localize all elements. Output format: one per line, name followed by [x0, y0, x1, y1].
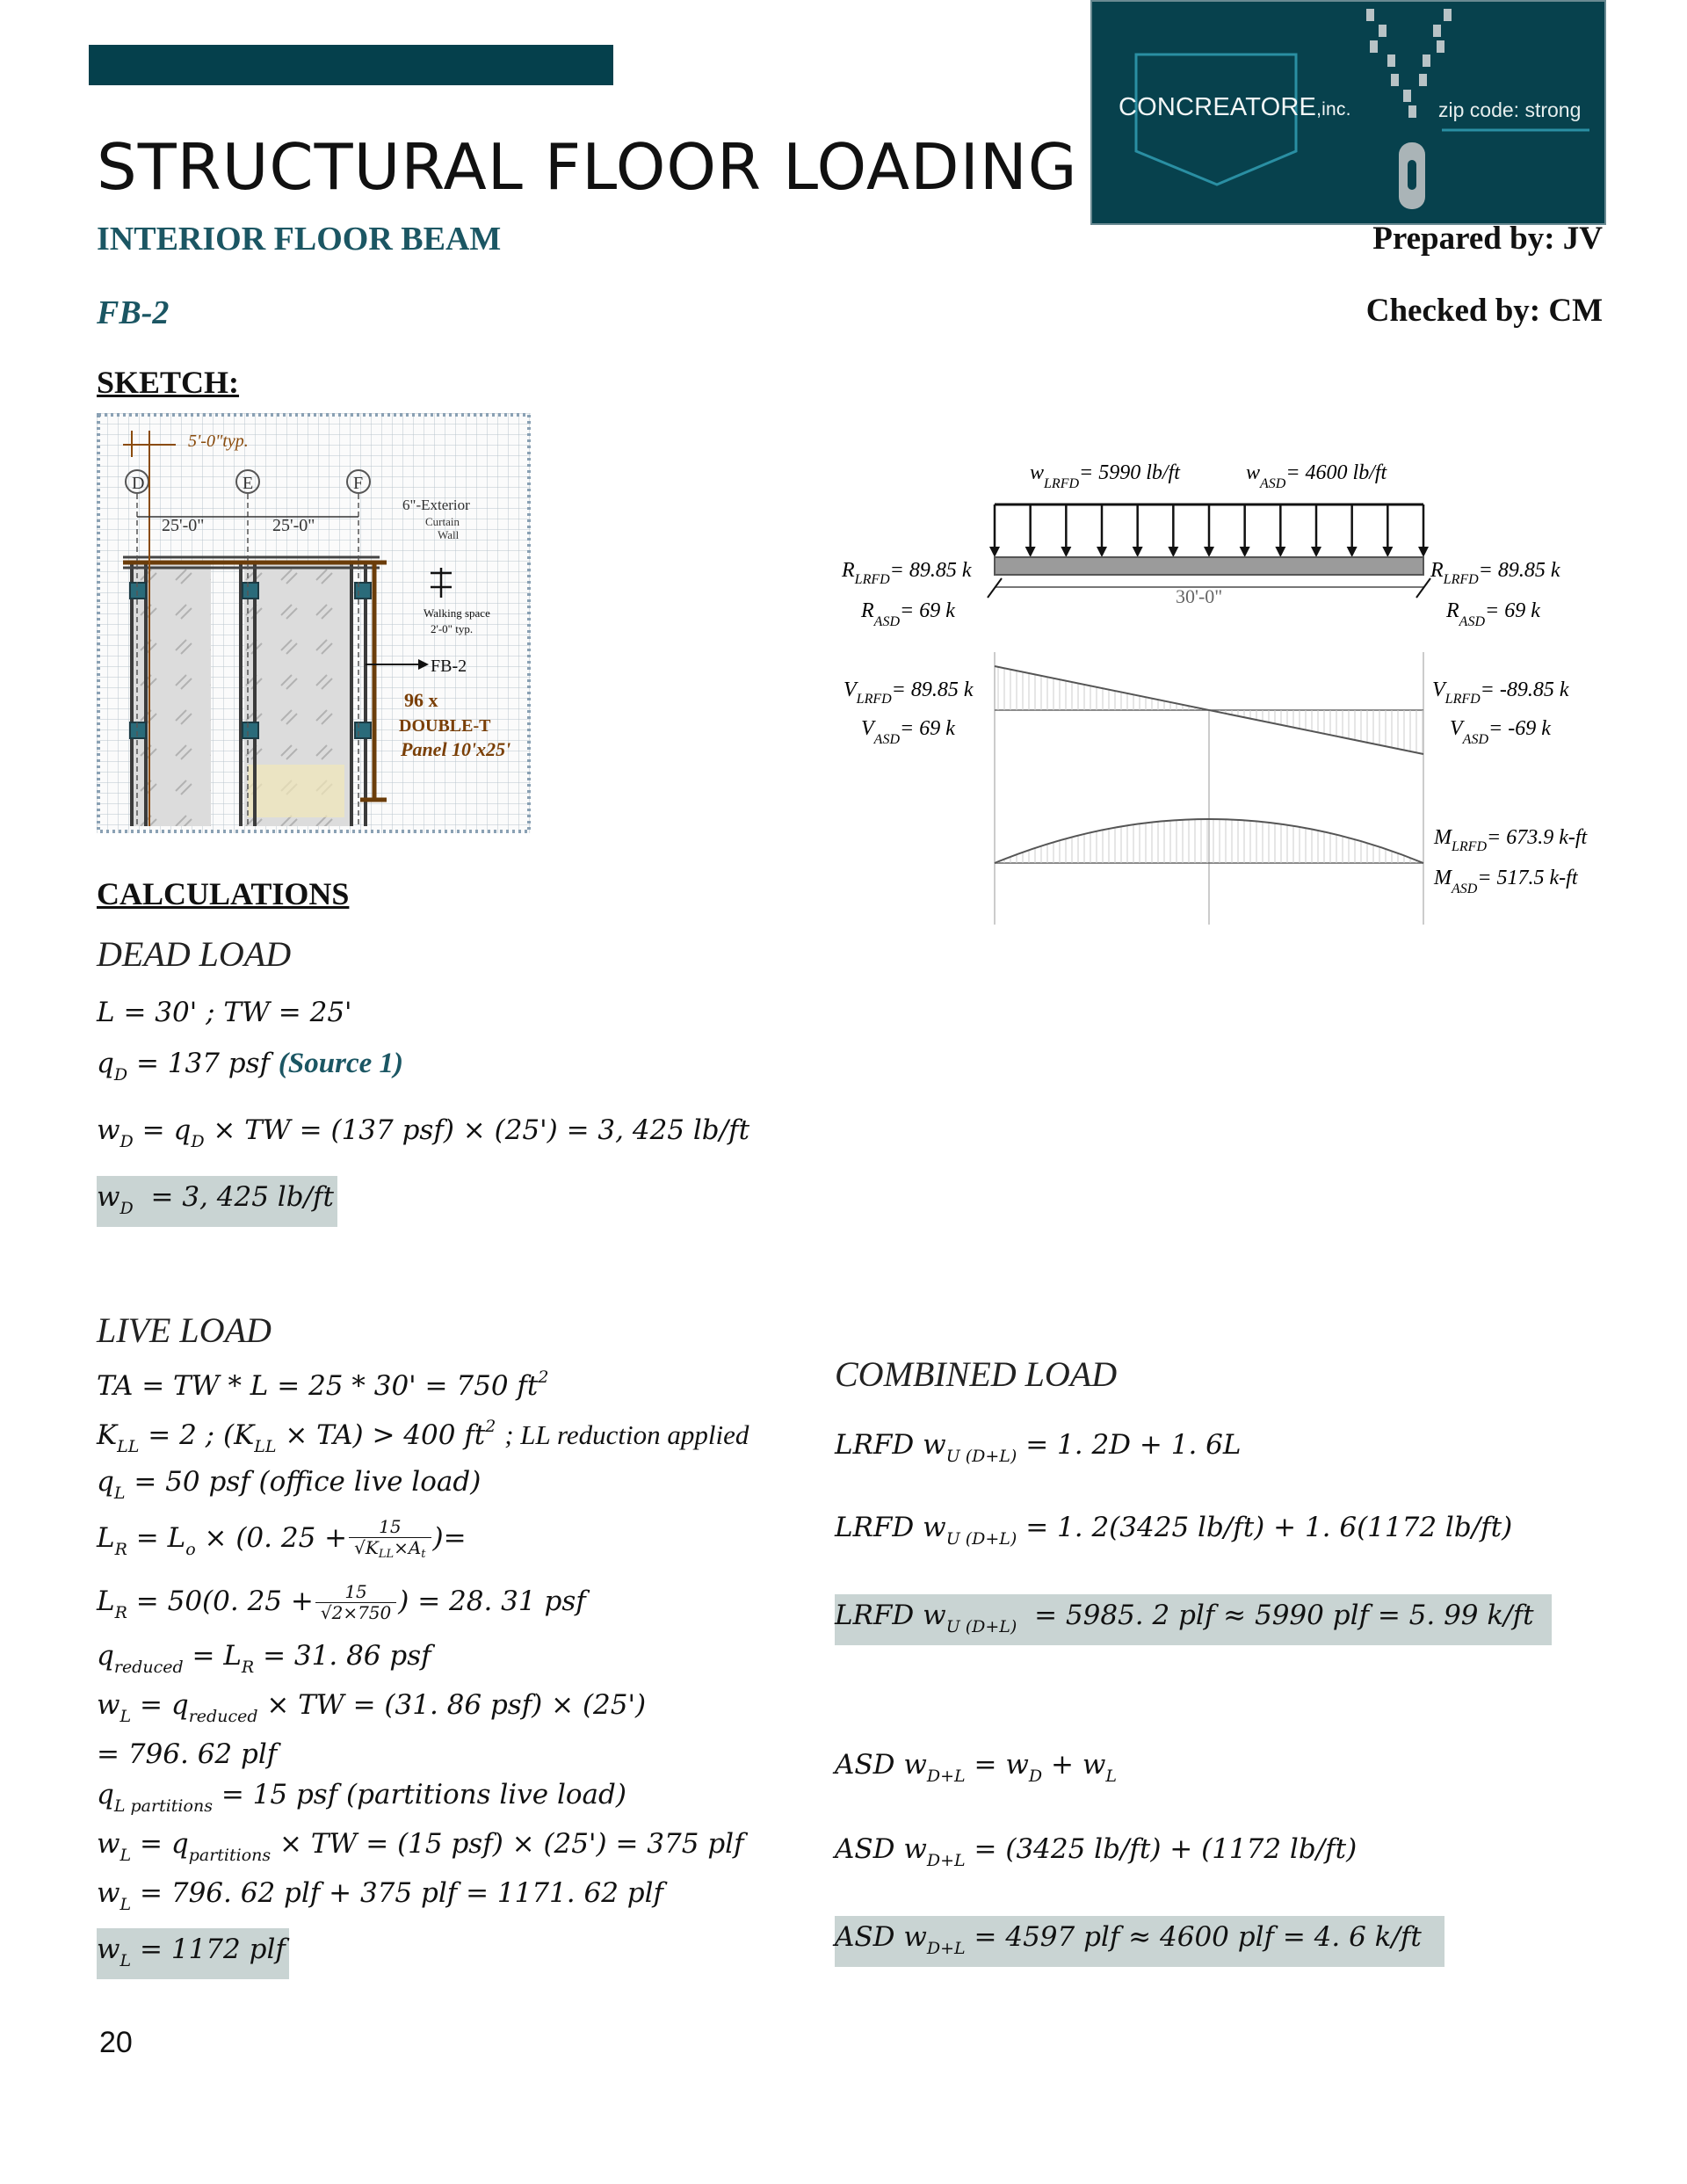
load-arrow-head [1097, 547, 1107, 557]
wall-note-2: Curtain [425, 515, 460, 528]
load-arrow-head [1133, 547, 1143, 557]
dead-wd-expr: $w_D = q_D$ × TW = (137 psf) × (25') = 3, 425 lb/ft [97, 1114, 750, 1151]
live-wl-result: $w_L = 1172$ plf [97, 1928, 289, 1979]
live-ta: TA = TW * L = 25 * 30' = 750 $ft^2$ [97, 1368, 549, 1402]
checked-by: Checked by: CM [1365, 293, 1603, 329]
beam-diagram [826, 450, 1617, 925]
combined-lrfd-result: LRFD $w_{U (D+L)} = 5985$. 2 plf ≈ 5990 plf = 5. 99 k/ft [835, 1594, 1552, 1645]
live-ql: $q_L = 50$ psf (office live load) [97, 1466, 481, 1503]
walk-note-1: Walking space [424, 606, 490, 620]
combined-asd-2: ASD $w_{D+L} = (3425$ lb/ft) + (1172 lb/ft) [835, 1833, 1358, 1870]
combined-asd-1: ASD $w_{D+L} = w_D + w_L$ [835, 1749, 1117, 1786]
company-logo [1090, 0, 1606, 225]
load-arrow-head [1347, 547, 1358, 557]
combined-lrfd-1: LRFD $w_{U (D+L)} = 1$. 2D + 1. 6L [835, 1429, 1242, 1466]
dead-line-1: L = 30' ; TW = 25' [97, 997, 352, 1028]
page-title: STRUCTURAL FLOOR LOADING [97, 130, 1078, 204]
dead-load-heading: DEAD LOAD [97, 934, 292, 974]
load-arrow-head [1382, 547, 1393, 557]
combined-load-heading: COMBINED LOAD [835, 1354, 1118, 1394]
floor-plan-sketch [97, 413, 531, 833]
combined-asd-result: ASD $w_{D+L} = 4597$ plf ≈ 4600 plf = 4. 6 k/ft [835, 1916, 1444, 1967]
bay-dim-1: 25'-0" [162, 516, 205, 535]
live-kll: $K_{LL} = 2$ ; $(K_{LL} \times TA) > 400$ $ft^2$ ; LL reduction applied [97, 1417, 749, 1456]
panel-note-2: DOUBLE-T [399, 716, 491, 736]
typ-spacing-label: 5'-0"typ. [188, 432, 249, 451]
load-arrow-head [1168, 547, 1178, 557]
load-arrows [989, 504, 1429, 557]
moment-lrfd: $M_{LRFD}= 673.9$ k-ft [1434, 826, 1588, 854]
combined-lrfd-2: LRFD $w_{U (D+L)} = 1$. 2(3425 lb/ft) + 1. 6(1172 lb/ft) [835, 1512, 1513, 1549]
load-arrow-head [1418, 547, 1429, 557]
wall-note-3: Wall [438, 528, 460, 541]
beam-id: FB-2 [97, 294, 170, 331]
page-subtitle: INTERIOR FLOOR BEAM [97, 221, 502, 258]
wall-note-1: 6"-Exterior [402, 497, 470, 513]
dead-wd-result: $w_D = 3$, 425 lb/ft [97, 1176, 337, 1227]
load-arrow-head [1025, 547, 1036, 557]
live-qlp: $q_{L partitions} = 15$ psf (partitions live load) [97, 1779, 626, 1816]
reaction-right-lrfd: $R_{LRFD}= 89.85$ k [1430, 559, 1560, 587]
calculations-heading: CALCULATIONS [97, 876, 350, 911]
grid-label-d: D [132, 474, 145, 493]
logo-tagline: zip code: strong [1438, 98, 1582, 121]
shear-right-lrfd: $V_{LRFD}= -89.85$ k [1432, 678, 1569, 707]
load-arrow-head [1240, 547, 1250, 557]
shear-right-asd: $V_{ASD}= -69$ k [1450, 717, 1551, 747]
live-wl-sum: $w_L = 796$. 62 plf + 375 plf = 1171. 62 plf [97, 1877, 664, 1914]
reaction-left-lrfd: $R_{LRFD}= 89.85$ k [842, 559, 972, 587]
live-wl-value: = 796. 62 plf [97, 1738, 278, 1770]
panel-note-1: 96 x [404, 689, 438, 711]
shear-left-asd: $V_{ASD}= 69$ k [861, 717, 955, 747]
load-arrow-head [1061, 547, 1071, 557]
reaction-right-asd: $R_{ASD}= 69$ k [1446, 599, 1540, 629]
reaction-left-asd: $R_{ASD}= 69$ k [861, 599, 955, 629]
logo-brand-text: CONCREATORE,inc. [1119, 93, 1351, 121]
span-label: 30'-0" [1176, 585, 1223, 607]
load-arrow-head [1311, 547, 1321, 557]
load-arrow-head [989, 547, 1000, 557]
load-arrow-head [1204, 547, 1214, 557]
live-wlp: $w_L = q_{partitions}$ × TW = (15 psf) × (25') = 375 plf [97, 1828, 744, 1865]
grid-label-e: E [243, 474, 254, 493]
panel-note-3: Panel 10'x25' [401, 738, 511, 760]
moment-asd: $M_{ASD}= 517.5$ k-ft [1434, 867, 1578, 896]
live-lr-value: $L_R = 50(0$. 25 + $\frac{15}{√2\times 750}$ ) = 28. 31 psf [97, 1581, 586, 1623]
live-lr-formula: $L_R = L_o \times (0$. 25 + $\frac{15}{√K_{LL}\times A_t}$ )= [97, 1516, 467, 1561]
live-wl-expr: $w_L = q_{reduced}$ × TW = (31. 86 psf) × (25') [97, 1689, 647, 1726]
walk-note-2: 2'-0" typ. [431, 622, 474, 635]
load-arrow-head [1275, 547, 1285, 557]
page-number: 20 [99, 2026, 133, 2059]
grid-label-f: F [353, 474, 364, 493]
sketch-heading: SKETCH: [97, 365, 240, 400]
dead-qd: $q_D = 137$ psf (Source 1) [97, 1048, 403, 1085]
prepared-by: Prepared by: JV [1372, 221, 1603, 257]
header-accent-bar [89, 45, 613, 85]
live-load-heading: LIVE LOAD [97, 1310, 272, 1350]
live-qreduced: $q_{reduced} = L_R = 31$. 86 psf [97, 1640, 431, 1677]
svg-text:wLRFD= 5990 lb/ft: $w_{LRFD}= 5990$ lb/ft [1030, 461, 1180, 491]
shear-left-lrfd: $V_{LRFD}= 89.85$ k [844, 678, 974, 707]
svg-text:wASD= 4600 lb/ft: $w_{ASD}= 4600$ lb/ft [1246, 461, 1387, 491]
bay-dim-2: 25'-0" [272, 516, 315, 535]
beam-label: FB-2 [431, 657, 467, 676]
